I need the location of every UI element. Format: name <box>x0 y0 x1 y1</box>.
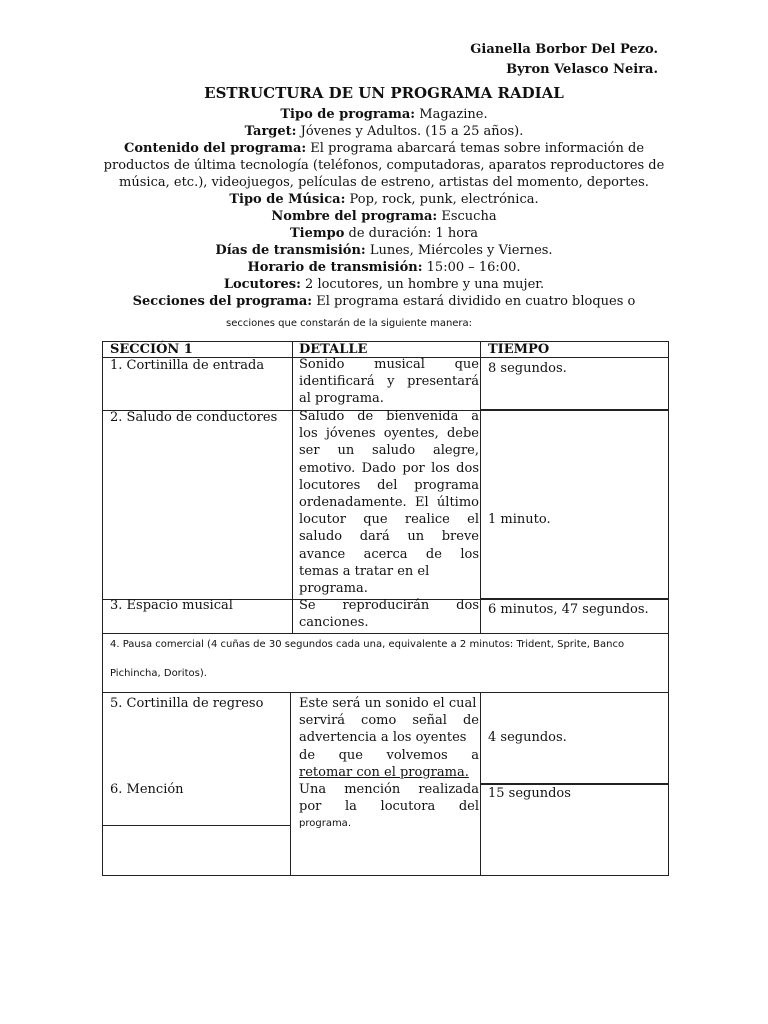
row5-section: 5. Cortinilla de regreso <box>110 696 264 711</box>
meta-nombre: Nombre del programa: Escucha <box>271 209 497 224</box>
meta-secciones: Secciones del programa: El programa estará dividido en cuatro bloques o <box>132 294 636 309</box>
pause-commercial-line1: 4. Pausa comercial (4 cuñas de 30 segundos cada una, equivalente a 2 minutos: Trident, Sprite, Banco <box>110 639 625 650</box>
row2-detail: Saludo de bienvenida a los jóvenes oyentes, debe ser un saludo alegre, emotivo. Dado por los dos locutores del programa ordenadamente. El último locutor que realice el saludo dará un breve avance acerca de los temas a tratar en el programa. <box>299 409 479 597</box>
header-seccion: SECCIÓN 1 <box>110 342 193 357</box>
table-border-right <box>668 341 669 876</box>
row5-detail: Este será un sonido el cual servirá como señal de advertencia a los oyentes de que volvemos a retomar con el programa. <box>299 696 479 780</box>
meta-horario: Horario de transmisión: 15:00 – 16:00. <box>247 260 521 275</box>
row-rule-2-right <box>480 598 669 600</box>
author-2: Byron Velasco Neira. <box>506 62 658 77</box>
row2-section: 2. Saludo de conductores <box>110 410 278 425</box>
pause-commercial-line2: Pichincha, Doritos). <box>110 668 207 679</box>
document-title: ESTRUCTURA DE UN PROGRAMA RADIAL <box>204 84 564 102</box>
row-rule-3 <box>102 633 669 634</box>
row-rule-6-left <box>102 825 290 826</box>
row-rule-1-right <box>480 409 669 411</box>
meta-tipo: Tipo de programa: Magazine. <box>280 107 488 122</box>
header-tiempo: TIEMPO <box>488 342 550 357</box>
col-divider-1a <box>292 341 293 634</box>
row1-detail: Sonido musical que identificará y presentará al programa. <box>299 357 479 407</box>
table-border-left <box>102 341 103 876</box>
meta-dias: Días de transmisión: Lunes, Miércoles y Viernes. <box>215 243 553 258</box>
intro-text: secciones que constarán de la siguiente manera: <box>226 318 473 329</box>
row6-section: 6. Mención <box>110 782 184 797</box>
row3-time: 6 minutos, 47 segundos. <box>488 602 649 617</box>
meta-target: Target: Jóvenes y Adultos. (15 a 25 años). <box>244 124 524 139</box>
meta-tiempo: Tiempo de duración: 1 hora <box>289 226 479 241</box>
row6-detail: Una mención realizada por la locutora del programa. <box>299 782 479 830</box>
table-border-bottom <box>102 875 669 876</box>
meta-contenido: Contenido del programa: El programa abarcará temas sobre información de productos de última tecnología (teléfonos, computadoras, aparatos reproductores de música, etc.), videojuegos, películas de estreno, artistas del momento, deportes. <box>103 141 665 190</box>
meta-locutores: Locutores: 2 locutores, un hombre y una mujer. <box>223 277 545 292</box>
row6-time: 15 segundos <box>488 786 571 801</box>
row3-detail: Se reproducirán dos canciones. <box>299 598 479 631</box>
row3-section: 3. Espacio musical <box>110 598 233 613</box>
row1-section: 1. Cortinilla de entrada <box>110 358 265 373</box>
col-divider-2a <box>480 341 481 634</box>
row1-time: 8 segundos. <box>488 361 567 376</box>
header-detalle: DETALLE <box>299 342 368 357</box>
row5-time: 4 segundos. <box>488 730 567 745</box>
meta-musica: Tipo de Música: Pop, rock, punk, electrónica. <box>229 192 539 207</box>
col-divider-1b <box>290 692 291 876</box>
author-1: Gianella Borbor Del Pezo. <box>470 42 658 57</box>
row-rule-4 <box>102 692 669 693</box>
row2-time: 1 minuto. <box>488 512 551 527</box>
